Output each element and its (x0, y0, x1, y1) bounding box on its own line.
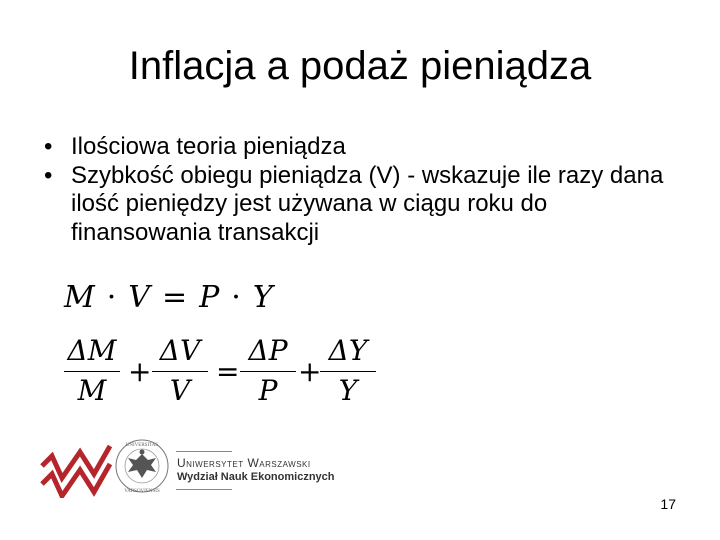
fraction-bar (320, 371, 376, 372)
eq-operator-dot: · (231, 280, 241, 315)
page-number: 17 (660, 496, 676, 512)
bullet-list (44, 133, 684, 247)
fraction-bar (64, 371, 120, 372)
fraction-numerator: ΔY (328, 334, 368, 367)
seal-text-top: UNIVERSITAS (125, 443, 159, 448)
fraction-denominator: M (77, 374, 107, 407)
seal-text-bottom: VARSOVIENSIS (124, 489, 160, 494)
eq-operator-plus: + (298, 355, 322, 388)
fraction-bar (240, 371, 296, 372)
fraction-bar (152, 371, 208, 372)
eq-operator-dot: · (106, 280, 117, 315)
bullet-marker: • (44, 161, 53, 189)
eq-operator-equals: = (161, 280, 188, 315)
fraction-numerator: ΔM (67, 334, 117, 367)
eq-operator-plus: + (128, 355, 152, 388)
bullet-marker: • (44, 133, 53, 160)
fraction-denominator: P (258, 374, 278, 407)
eq-operator-equals: = (216, 355, 240, 388)
fraction-numerator: ΔV (159, 334, 201, 367)
eq-symbol-p: P (199, 280, 220, 315)
fraction-denominator: V (169, 374, 191, 407)
fraction-numerator: ΔP (248, 334, 288, 367)
logo-divider (176, 489, 232, 490)
eq-symbol-m: M (64, 280, 95, 315)
faculty-name: Wydział Nauk Ekonomicznych (177, 471, 335, 483)
bullet-text: Ilościowa teoria pieniądza (71, 133, 346, 160)
bullet-item (44, 133, 684, 162)
fraction-denominator: Y (338, 374, 358, 407)
logo-divider (176, 451, 232, 452)
bullet-text: Szybkość obiegu pieniądza (V) - wskazuje ile razy dana ilość pieniędzy jest używana w ciągu roku do finansowania transakcji (71, 161, 664, 246)
quantity-equation (64, 278, 273, 318)
eq-symbol-v: V (128, 280, 150, 315)
university-name: Uniwersytet Warszawski (177, 456, 311, 470)
slide-title: Inflacja a podaż pieniądza (128, 44, 592, 88)
bullet-item (44, 162, 684, 248)
eq-symbol-y: Y (252, 280, 273, 315)
